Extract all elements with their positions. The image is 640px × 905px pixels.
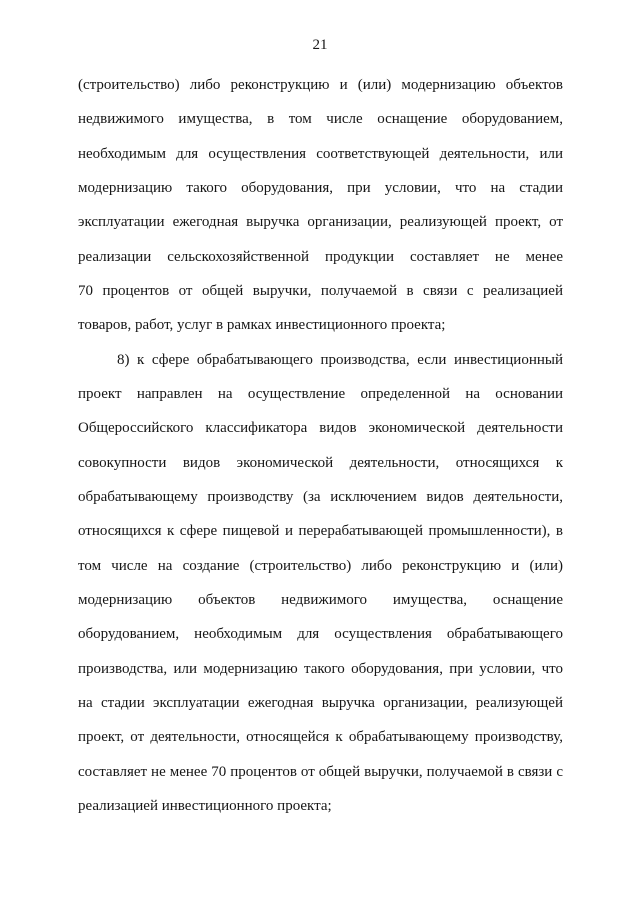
text-body	[78, 68, 563, 823]
paragraph-continuation	[78, 68, 563, 343]
text-line: эксплуатации ежегодная выручка организации, реализующей проект, от	[78, 214, 563, 231]
text-line: оборудованием, необходимым для осуществления обрабатывающего	[78, 626, 563, 643]
paragraph-item-8	[78, 343, 563, 824]
text-line-first: 8) к сфере обрабатывающего производства, если инвестиционный	[117, 351, 563, 368]
page-number: 21	[312, 37, 328, 53]
text-line: модернизацию такого оборудования, при условии, что на стадии	[78, 179, 563, 196]
text-line: необходимым для осуществления соответствующей деятельности, или	[78, 145, 563, 162]
text-line: совокупности видов экономической деятельности, относящихся к	[78, 454, 563, 471]
text-line-last: товаров, работ, услуг в рамках инвестиционного проекта;	[78, 317, 446, 334]
text-line: проект, от деятельности, относящейся к обрабатывающему производству,	[78, 729, 563, 746]
text-line: производства, или модернизацию такого оборудования, при условии, что	[78, 660, 563, 677]
text-line: том числе на создание (строительство) либо реконструкцию и (или)	[78, 557, 563, 574]
text-line: (строительство) либо реконструкцию и (или) модернизацию объектов	[78, 77, 563, 93]
text-line: Общероссийского классификатора видов экономической деятельности	[78, 420, 563, 437]
text-line: модернизацию объектов недвижимого имущества, оснащение	[78, 591, 563, 608]
text-line: составляет не менее 70 процентов от общей выручки, получаемой в связи с	[78, 763, 563, 780]
text-line: проект направлен на осуществление определенной на основании	[78, 385, 563, 402]
text-line: на стадии эксплуатации ежегодная выручка организации, реализующей	[78, 694, 563, 711]
text-line: реализации сельскохозяйственной продукции составляет не менее	[78, 248, 563, 265]
text-line: обрабатывающему производству (за исключением видов деятельности,	[78, 488, 563, 505]
text-line: 70 процентов от общей выручки, получаемой в связи с реализацией	[78, 282, 563, 299]
text-line: недвижимого имущества, в том числе оснащение оборудованием,	[78, 111, 563, 128]
text-line: относящихся к сфере пищевой и перерабатывающей промышленности), в	[78, 523, 563, 540]
text-line-last: реализацией инвестиционного проекта;	[78, 797, 332, 814]
